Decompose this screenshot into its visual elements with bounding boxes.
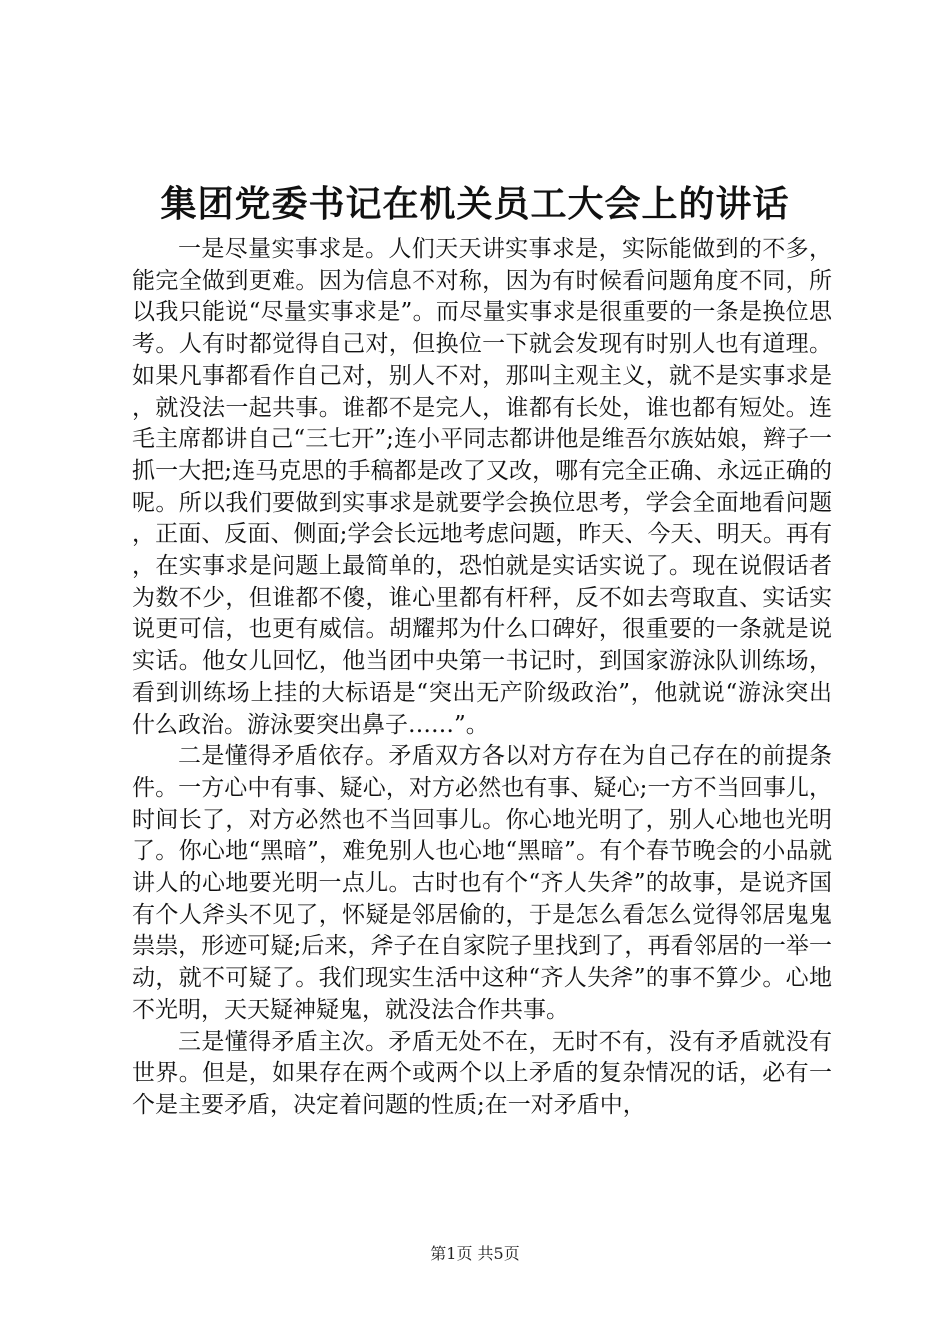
paragraph-3: 三是懂得矛盾主次。矛盾无处不在，无时不有，没有矛盾就没有世界。但是，如果存在两个或两个以上矛盾的复杂情况的话，必有一个是主要矛盾，决定着问题的性质;在一对矛盾中，	[132, 1028, 832, 1118]
page-number-footer: 第1页 共5页	[430, 1244, 520, 1263]
paragraph-1: 一是尽量实事求是。人们天天讲实事求是，实际能做到的不多，能完全做到更难。因为信息不对称，因为有时候看问题角度不同，所以我只能说“尽量实事求是”。而尽量实事求是很重要的一条是换位思考。人有时都觉得自己对，但换位一下就会发现有时别人也有道理。如果凡事都看作自己对，别人不对，那叫主观主义，就不是实事求是，就没法一起共事。谁都不是完人，谁都有长处，谁也都有短处。连毛主席都讲自己“三七开”;连小平同志都讲他是维吾尔族姑娘，辫子一抓一大把;连马克思的手稿都是改了又改，哪有完全正确、永远正确的呢。所以我们要做到实事求是就要学会换位思考，学会全面地看问题，正面、反面、侧面;学会长远地考虑问题，昨天、今天、明天。再有，在实事求是问题上最简单的，恐怕就是实话实说了。现在说假话者为数不少，但谁都不傻，谁心里都有杆秤，反不如去弯取直、实话实说更可信，也更有威信。胡耀邦为什么口碑好，很重要的一条就是说实话。他女儿回忆，他当团中央第一书记时，到国家游泳队训练场，看到训练场上挂的大标语是“突出无产阶级政治”，他就说“游泳突出什么政治。游泳要突出鼻子……”。	[132, 236, 832, 738]
paragraph-2: 二是懂得矛盾依存。矛盾双方各以对方存在为自己存在的前提条件。一方心中有事、疑心，对方必然也有事、疑心;一方不当回事儿，时间长了，对方必然也不当回事儿。你心地光明了，别人心地也光明了。你心地“黑暗”，难免别人也心地“黑暗”。有个春节晚会的小品就讲人的心地要光明一点儿。古时也有个“齐人失斧”的故事，是说齐国有个人斧头不见了，怀疑是邻居偷的，于是怎么看怎么觉得邻居鬼鬼祟祟，形迹可疑;后来，斧子在自家院子里找到了，再看邻居的一举一动，就不可疑了。我们现实生活中这种“齐人失斧”的事不算少。心地不光明，天天疑神疑鬼，就没法合作共事。	[132, 743, 832, 1023]
document-body	[132, 234, 832, 1122]
document-title: 集团党委书记在机关员工大会上的讲话	[160, 183, 790, 225]
